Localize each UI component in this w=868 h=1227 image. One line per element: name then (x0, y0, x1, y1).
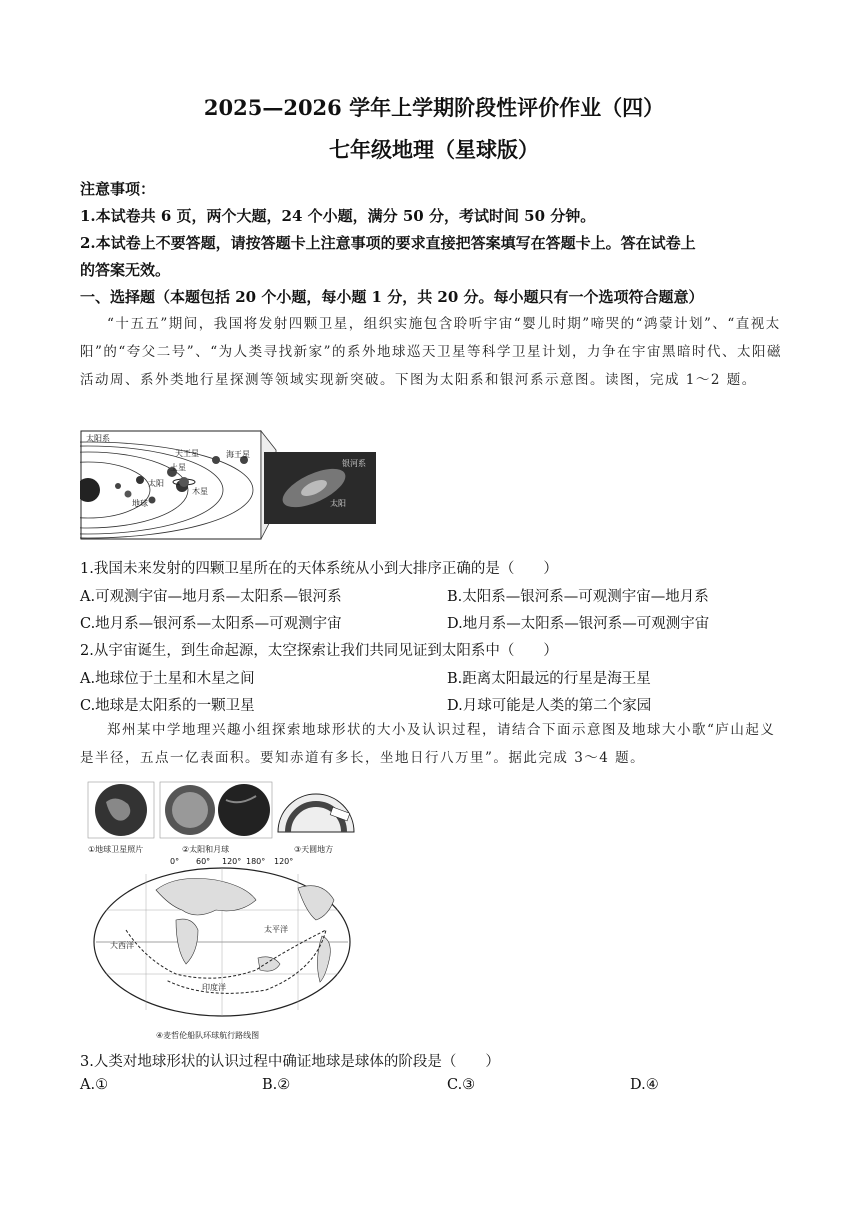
q3-option-c: C.③ (447, 1077, 476, 1093)
question-3-stem: 3.人类对地球形状的认识过程中确证地球是球体的阶段是（ ） (80, 1054, 500, 1070)
caption-1: ①地球卫星照片 (88, 845, 144, 854)
lon-label: 60° (196, 857, 211, 866)
moon-surface (172, 792, 208, 828)
q1-option-d: D.地月系—太阳系—银河系—可观测宇宙 (447, 616, 710, 632)
planet-label: 土星 (170, 463, 186, 472)
solar-system-figure (80, 428, 380, 544)
section-heading: 一、选择题（本题包括 20 个小题，每小题 1 分，共 20 分。每小题只有一个选项符合题意） (80, 288, 704, 306)
map-label: 太平洋 (264, 925, 288, 934)
notice-item-2-cont: 的答案无效。 (80, 261, 171, 279)
galaxy-label: 银河系 (342, 459, 366, 468)
earth-shape-figure (86, 780, 362, 1042)
q2-option-d: D.月球可能是人类的第二个家园 (447, 698, 652, 714)
q1-option-a: A.可观测宇宙—地月系—太阳系—银河系 (80, 589, 342, 605)
uranus-icon (212, 456, 220, 464)
saturn-icon (179, 477, 189, 487)
exam-subtitle: 七年级地理（星球版） (329, 137, 539, 162)
planet-label: 天王星 (175, 449, 199, 458)
passage-2: 郑州某中学地理兴趣小组探索地球形状的大小及认识过程，请结合下面示意图及地球大小歌“庐山起义是半径，五点一亿表面积。要知赤道有多长，坐地日行八万里”。据此完成 3～4 题。 (80, 722, 776, 766)
question-1-stem: 1.我国未来发射的四颗卫星所在的天体系统从小到大排序正确的是（ ） (80, 561, 558, 577)
lon-label: 180° (246, 857, 266, 866)
q3-option-b: B.② (262, 1077, 291, 1093)
planet-icon (136, 476, 144, 484)
exam-title: 2025—2026 学年上学期阶段性评价作业（四） (203, 95, 665, 120)
planet-icon (115, 483, 121, 489)
lon-label: 120° (274, 857, 294, 866)
map-label: 大西洋 (110, 941, 134, 950)
sun-photo-icon (218, 784, 270, 836)
galaxy-sun-label: 太阳 (330, 499, 346, 508)
caption-2: ②太阳和月球 (182, 845, 230, 854)
passage-1: “十五五”期间，我国将发射四颗卫星，组织实施包含聆听宇宙“婴儿时期”啼哭的“鸿蒙计划”、“直视太阳”的“夸父二号”、“为人类寻找新家”的系外地球巡天卫星等科学卫星计划，力争在宇宙黑暗时代、太阳磁活动周、系外类地行星探测等领域实现新突破。下图为太阳系和银河系示意图。读图，完成 1～2 题。 (80, 316, 783, 388)
map-label: 印度洋 (202, 983, 226, 992)
lon-label: 0° (170, 857, 180, 866)
solar-frame (81, 431, 261, 539)
q1-option-b: B.太阳系—银河系—可观测宇宙—地月系 (447, 589, 709, 605)
planet-label: 木星 (192, 487, 208, 496)
lon-label: 120° (222, 857, 242, 866)
question-2-stem: 2.从宇宙诞生，到生命起源，太空探索让我们共同见证到太阳系中（ ） (80, 643, 558, 659)
planet-label: 地球 (132, 499, 148, 508)
planet-label: 海王星 (226, 450, 250, 459)
q1-option-c: C.地月系—银河系—太阳系—可观测宇宙 (80, 616, 342, 632)
planet-label: 太阳 (148, 479, 164, 488)
planet-icon (149, 497, 156, 504)
q3-option-d: D.④ (630, 1077, 659, 1093)
q2-option-c: C.地球是太阳系的一颗卫星 (80, 698, 255, 714)
caption-3: ③天圆地方 (294, 845, 334, 854)
notice-item-2: 2.本试卷上不要答题，请按答题卡上注意事项的要求直接把答案填写在答题卡上。答在试卷上 (80, 234, 696, 252)
q2-option-b: B.距离太阳最远的行星是海王星 (447, 671, 651, 687)
solar-label: 太阳系 (86, 434, 110, 443)
planet-icon (125, 491, 132, 498)
notice-item-1: 1.本试卷共 6 页，两个大题，24 个小题，满分 50 分，考试时间 50 分钟。 (80, 207, 596, 225)
q3-option-a: A.① (80, 1077, 109, 1093)
caption-4: ④麦哲伦船队环球航行路线图 (156, 1031, 260, 1040)
q2-option-a: A.地球位于土星和木星之间 (80, 671, 255, 687)
notice-heading: 注意事项： (80, 180, 156, 198)
